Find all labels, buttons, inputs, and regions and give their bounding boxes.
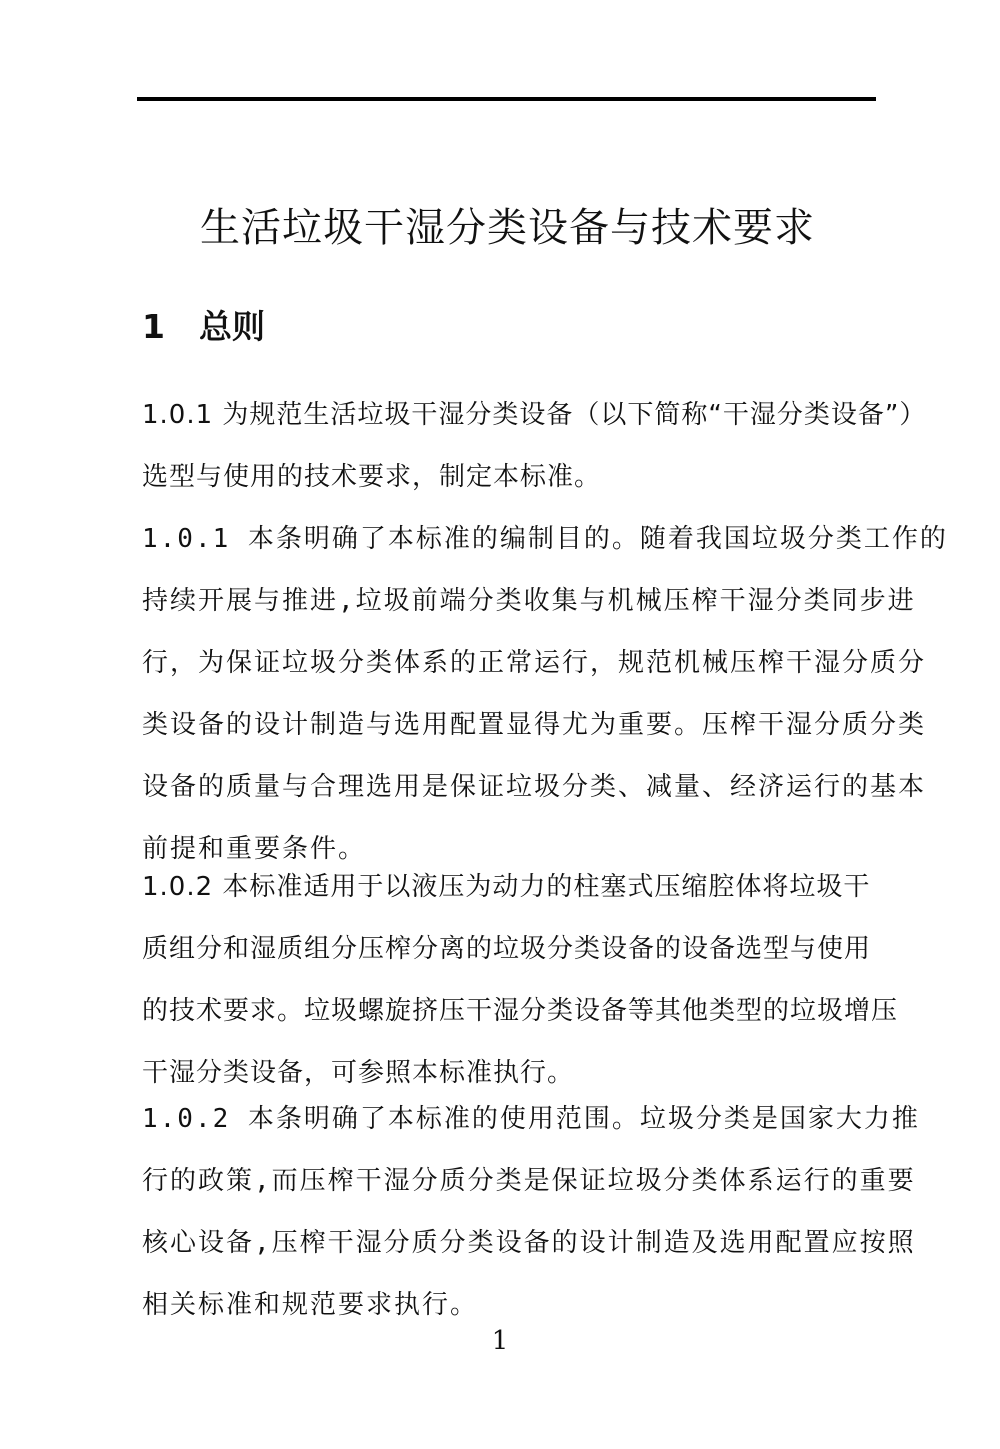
text-line: 1.0.1 本条明确了本标准的编制目的。随着我国垃圾分类工作的: [142, 524, 948, 554]
explanation-1-0-1: [142, 508, 948, 880]
chapter-heading: [142, 302, 265, 352]
text-line: 1.0.2 本条明确了本标准的使用范围。垃圾分类是国家大力推: [142, 1104, 920, 1134]
text-line: 质组分和湿质组分压榨分离的垃圾分类设备的设备选型与使用: [142, 934, 872, 964]
text-line: 行的政策,而压榨干湿分质分类是保证垃圾分类体系运行的重要: [142, 1166, 916, 1196]
page-number: 1: [491, 1326, 509, 1356]
text-line: 的技术要求。垃圾螺旋挤压干湿分类设备等其他类型的垃圾增压: [142, 996, 899, 1026]
text-line: 前提和重要条件。: [142, 834, 367, 864]
text-line: 类设备的设计制造与选用配置显得尤为重要。压榨干湿分质分类: [142, 710, 927, 740]
text-line: 干湿分类设备，可参照本标准执行。: [142, 1058, 575, 1088]
explanation-1-0-2: [142, 1088, 920, 1336]
text-line: 1.0.2 本标准适用于以液压为动力的柱塞式压缩腔体将垃圾干: [142, 872, 871, 902]
chapter-title: 总则: [199, 307, 265, 346]
text-line: 持续开展与推进,垃圾前端分类收集与机械压榨干湿分类同步进: [142, 586, 916, 616]
clause-1-0-2: [142, 856, 899, 1104]
header-rule: [137, 97, 876, 101]
chapter-number: 1: [142, 307, 165, 346]
text-line: 设备的质量与合理选用是保证垃圾分类、减量、经济运行的基本: [142, 772, 927, 802]
text-line: 选型与使用的技术要求，制定本标准。: [142, 462, 602, 492]
document-title: 生活垃圾干湿分类设备与技术要求: [200, 205, 815, 251]
text-line: 1.0.1 为规范生活垃圾干湿分类设备（以下简称“干湿分类设备”）: [142, 400, 927, 430]
text-line: 相关标准和规范要求执行。: [142, 1290, 479, 1320]
clause-1-0-1: [142, 384, 927, 508]
text-line: 行，为保证垃圾分类体系的正常运行，规范机械压榨干湿分质分: [142, 648, 927, 678]
text-line: 核心设备,压榨干湿分质分类设备的设计制造及选用配置应按照: [142, 1228, 916, 1258]
